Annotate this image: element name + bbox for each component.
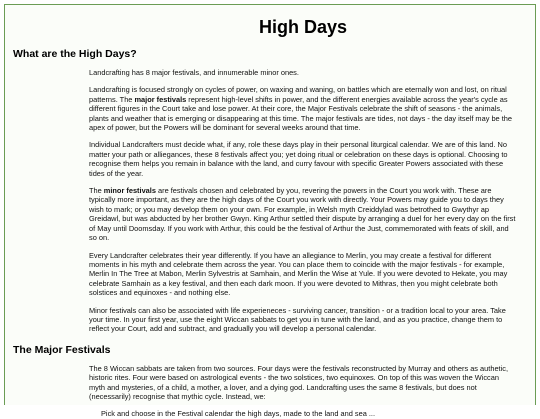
paragraph-cycles bbox=[89, 85, 517, 132]
bold-major-festivals: major festivals bbox=[134, 94, 187, 104]
paragraph-minor-festivals bbox=[89, 186, 517, 242]
text-run: represent high-level shifts in power, and the different energies available across the year's cycle as different figures in the Court take and lose power. At their core, the Major Festivals celebrate the shift of seasons - the animals, plants and weather that is emerging or disappearing at this time. The major festivals are tides, not days - the day itself may be the apex of power, but the Powers will be dominant for several weeks around that time. bbox=[89, 94, 512, 133]
paragraph-every-landcrafter: Every Landcrafter celebrates their year differently. If you have an allegiance to Merlin, you may create a festival for different moments in his myth and celebrate them across the year. You can place them to coincide with the major festivals - for example, Merlin In The Tree at Mabon, Merlin Sylvestris at Samhain, and Merlin the Wise at Yule. If you were devoted to Hekate, you may celebrate Samhain as a key festival, and then each dark moon. If you were devoted to Mithras, then you might celebrate both solstices and equinoxes - and nothing else. bbox=[89, 250, 508, 298]
text-run: Landcrafting is focused strongly on cycles of power, on waxing and waning, on battles which are eternally won and lost, on ritual patterns. The bbox=[89, 85, 507, 104]
page-title: High Days bbox=[258, 17, 348, 37]
paragraph-wiccan-sabbats: The 8 Wiccan sabbats are taken from two sources. Four days were the festivals reconstructed by Murray and others as authetic, historic rites. Four were based on astrological events - the two solstices, two equinoxes. On top of this was woven the Wiccan myth and mysteries, of a child, a mother, a lover, and a dying god. Landcrafting uses the same 8 festivals, but does not (necessarily) recognise that mythic cycle. Instead, we: bbox=[89, 363, 508, 401]
text-run: are festivals chosen and celebrated by you, revering the powers in the Court you work with. These are typically more important, as they are the high days of the Court you work with directly. Your Powers may guide you to days they wish to mark; or you may develop them on your own. For example, in Welsh myth Creiddylad was betrothed to Gwythyr ap Greidawl, but was abducted by her brother Gwyn. King Arthur settled their dispute by arranging a duel for her every day on the first of May until Doomsday. If you work with Arthur, this could be the festival of Arthur the Just, commemorated with feats of skill, and so on. bbox=[89, 186, 516, 243]
list-item: Pick and choose in the Festival calendar the high days, made to the land and sea ... bbox=[101, 409, 376, 419]
section-heading-what-are-high-days: What are the High Days? bbox=[13, 48, 137, 60]
paragraph-intro: Landcrafting has 8 major festivals, and innumerable minor ones. bbox=[89, 68, 299, 77]
page-frame bbox=[4, 4, 536, 419]
section-heading-major-festivals: The Major Festivals bbox=[13, 343, 111, 356]
page-content bbox=[5, 5, 535, 419]
bold-minor-festivals: minor festivals bbox=[103, 186, 156, 196]
text-run: The bbox=[89, 186, 104, 196]
paragraph-individual: Individual Landcrafters must decide what, if any, role these days play in their personal liturgical calendar. We are of this land. No matter your path or alliegances, these 8 festivals affect you; yet doing ritual or celebration on these days is optional. Choosing to recognise them helps you remain in balance with the land, and curry favour with specific Greater Powers associated with these tides of the year. bbox=[89, 140, 508, 178]
paragraph-life-experiences: Minor festivals can also be associated with life experieneces - surviving cancer, transition - or a tradition local to your area. Take your time. In your first year, use the eight Wiccan sabbats to get you in tune with the land, and as you practice, change them to reflect your Court, add and subtract, and gradually you will develop a personal calendar. bbox=[89, 305, 506, 334]
